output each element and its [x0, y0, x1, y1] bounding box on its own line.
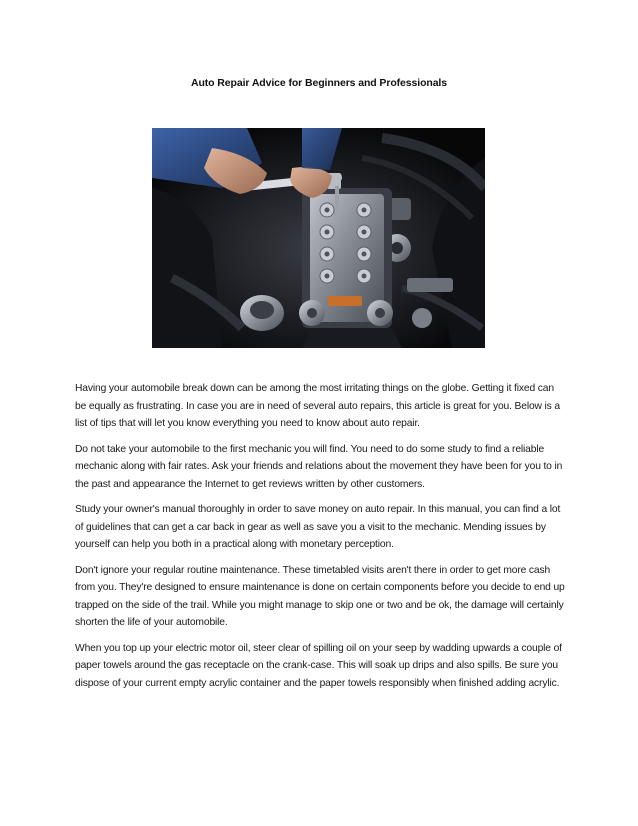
article-body [75, 380, 565, 700]
paragraph-mechanic: Do not take your automobile to the first mechanic you will find. You need to do some study to find a reliable mechanic along with fair rates. Ask your friends and relations about the movement they have been for you to in the past and appearance the Internet to get reviews written by other customers. [75, 443, 563, 490]
page-title: Auto Repair Advice for Beginners and Professionals [190, 77, 447, 89]
paragraph-manual: Study your owner's manual thoroughly in order to save money on auto repair. In this manual, you can find a lot of guidelines that can get a car back in gear as well as save you a visit to the mechanic. Mending issues by yourself can help you both in a practical along with monetary perception. [75, 504, 561, 550]
engine-repair-photo [152, 128, 485, 348]
paragraph-maintenance: Don't ignore your regular routine maintenance. These timetabled visits aren't there in order to get more cash from you. They're designed to ensure maintenance is done on certain components before you decide to end up trapped on the side of the trail. While you might manage to skip one or two and be ok, the damage will certainly shorten the life of your automobile. [75, 564, 565, 628]
paragraph-intro: Having your automobile break down can be among the most irritating things on the globe. Getting it fixed can be equally as frustrating. In case you are in need of several auto repairs, this article is great for you. Below is a list of tips that will let you know everything you need to know about auto repair. [75, 383, 560, 429]
paragraph-oil: When you top up your electric motor oil, steer clear of spilling oil on your seep by wadding upwards a couple of paper towels around the gas receptacle on the crank-case. This will soak up drips and also spills. Be sure you dispose of your current empty acrylic container and the paper towels responsibly when finished adding acrylic. [75, 642, 562, 689]
